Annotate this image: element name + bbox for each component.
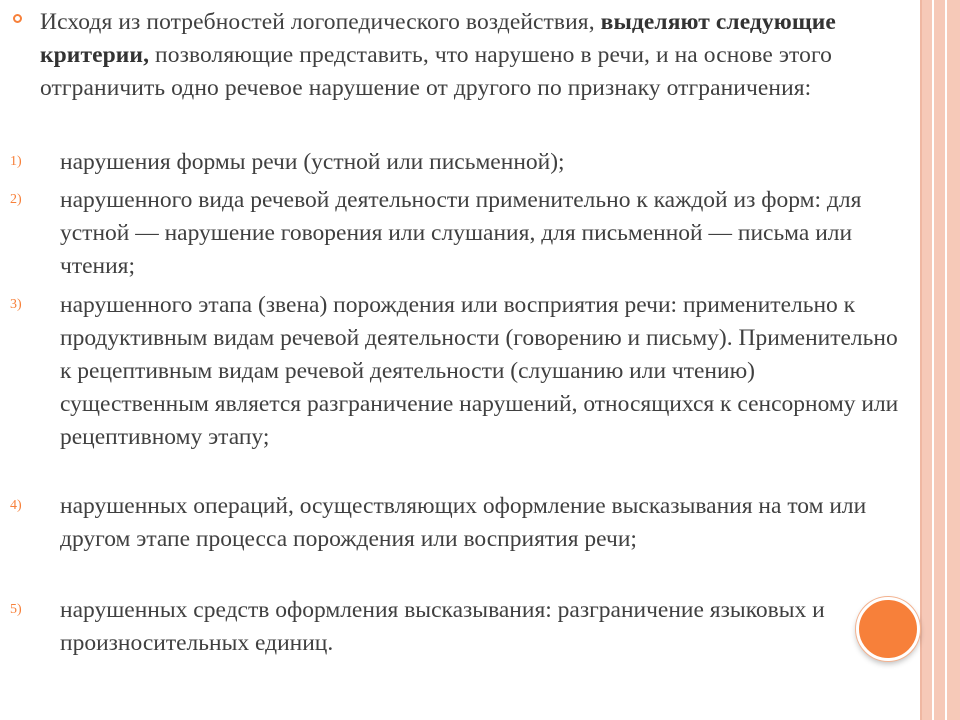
decorative-stripe-edge — [920, 0, 922, 720]
list-item-text: нарушенного этапа (звена) порождения или восприятия речи: применительно к продуктивным видам речевой деятельности (говорению и письму). Применительно к рецептивным видам речевой деятельности (слушанию или чтению) существенным является разграничение нарушений, относящихся к сенсорному или рецептивному этапу; — [60, 292, 899, 450]
decorative-stripe-line — [932, 0, 934, 720]
intro-bold-text: выделяют следующие критерии, — [40, 9, 836, 68]
list-number: 5) — [10, 602, 22, 617]
intro-paragraph — [40, 6, 902, 105]
intro-text-before: Исходя из потребностей логопедического воздействия, — [40, 9, 601, 35]
decorative-stripe-line — [945, 0, 947, 720]
intro-text-after: позволяющие представить, что нарушено в речи, и на основе этого отграничить одно речевое нарушение от другого по признаку отграничения: — [40, 42, 832, 101]
list-number: 1) — [10, 154, 22, 169]
list-number: 2) — [10, 192, 22, 207]
list-item-text: нарушенных средств оформления высказывания: разграничение языковых и произносительных единиц. — [60, 597, 825, 656]
list-item-text: нарушенного вида речевой деятельности применительно к каждой из форм: для устной — нарушение говорения или слушания, для письменной — письма или чтения; — [60, 187, 862, 279]
circle-bullet-icon — [13, 14, 22, 23]
list-number: 3) — [10, 297, 22, 312]
decorative-stripe-panel — [920, 0, 960, 720]
list-number: 4) — [10, 498, 22, 513]
list-item-text: нарушенных операций, осуществляющих оформление высказывания на том или другом этапе процесса порождения или восприятия речи; — [60, 493, 867, 552]
decorative-orange-circle — [856, 597, 920, 661]
list-item-text: нарушения формы речи (устной или письменной); — [60, 149, 565, 175]
